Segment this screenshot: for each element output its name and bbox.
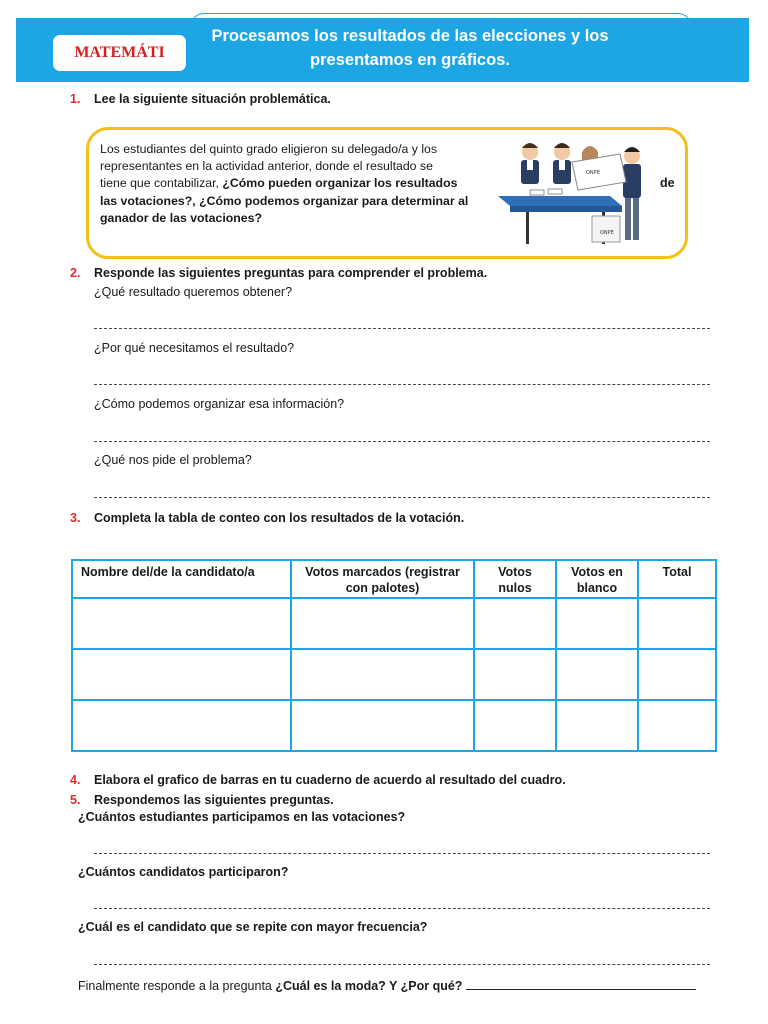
table-cell[interactable]	[556, 700, 638, 751]
final-answer-blank[interactable]	[466, 977, 696, 990]
final-question-prefix: Finalmente responde a la pregunta	[78, 979, 276, 993]
section-4-number: 4.	[70, 773, 81, 787]
question-2d: ¿Qué nos pide el problema?	[94, 453, 252, 467]
answer-line-2d[interactable]	[94, 497, 710, 498]
table-cell[interactable]	[638, 598, 716, 649]
page-title-line-2: presentamos en gráficos.	[310, 51, 510, 69]
question-2a: ¿Qué resultado queremos obtener?	[94, 285, 293, 299]
subject-badge: MATEMÁTI	[53, 35, 186, 71]
header-blank-votes: Votos en blanco	[556, 560, 638, 598]
table-cell[interactable]	[556, 649, 638, 700]
header-candidate-name: Nombre del/de la candidato/a	[72, 560, 291, 598]
table-cell[interactable]	[474, 649, 556, 700]
section-3-number: 3.	[70, 511, 81, 525]
ballot-label: ONPE	[586, 170, 600, 176]
table-cell[interactable]	[291, 649, 474, 700]
answer-line-2a[interactable]	[94, 328, 710, 329]
question-2c: ¿Cómo podemos organizar esa información?	[94, 397, 345, 411]
situation-line-3	[100, 175, 480, 192]
question-5c: ¿Cuál es el candidato que se repite con mayor frecuencia?	[78, 920, 428, 934]
table-cell[interactable]	[72, 700, 291, 751]
table-cell[interactable]	[291, 700, 474, 751]
table-cell[interactable]	[291, 598, 474, 649]
page-title	[200, 24, 620, 72]
table-row	[72, 598, 716, 649]
final-question-bold: ¿Cuál es la moda? Y ¿Por qué?	[275, 979, 463, 993]
table-cell[interactable]	[474, 700, 556, 751]
situation-line-4: las votaciones?, ¿Cómo podemos organizar para determinar al	[100, 193, 469, 208]
question-5a: ¿Cuántos estudiantes participamos en las votaciones?	[78, 810, 406, 824]
table-cell[interactable]	[638, 649, 716, 700]
situation-line-2: representantes en la actividad anterior, donde el resultado se	[100, 159, 433, 174]
header-marked-votes: Votos marcados (registrar con palotes)	[291, 560, 474, 598]
section-2-instruction: Responde las siguientes preguntas para comprender el problema.	[94, 266, 488, 280]
answer-line-2c[interactable]	[94, 441, 710, 442]
situation-line-1: Los estudiantes del quinto grado eligieron su delegado/a y los	[100, 142, 438, 156]
situation-text	[100, 141, 480, 227]
section-1-number: 1.	[70, 92, 81, 106]
header-null-votes: Votos nulos	[474, 560, 556, 598]
section-4-instruction: Elabora el grafico de barras en tu cuaderno de acuerdo al resultado del cuadro.	[94, 773, 566, 787]
section-3-heading	[70, 511, 464, 525]
final-question	[78, 977, 696, 993]
tally-table	[71, 559, 717, 752]
section-2-number: 2.	[70, 266, 81, 280]
situation-line-3-plain: tiene que contabilizar,	[100, 176, 223, 191]
answer-line-5b[interactable]	[94, 908, 710, 909]
section-2-heading	[70, 266, 487, 280]
table-cell[interactable]	[72, 649, 291, 700]
page-title-line-1: Procesamos los resultados de las elecciones y los	[211, 27, 609, 45]
table-cell[interactable]	[72, 598, 291, 649]
table-cell[interactable]	[638, 700, 716, 751]
section-5-number: 5.	[70, 793, 81, 807]
section-3-instruction: Completa la tabla de conteo con los resultados de la votación.	[94, 511, 465, 525]
situation-trailing-word: de	[660, 176, 675, 190]
situation-line-5: ganador de las votaciones?	[100, 210, 262, 225]
section-5-heading	[70, 793, 334, 807]
table-row	[72, 649, 716, 700]
section-1-heading	[70, 92, 331, 106]
section-1-instruction: Lee la siguiente situación problemática.	[94, 92, 331, 106]
header-total: Total	[638, 560, 716, 598]
question-5b: ¿Cuántos candidatos participaron?	[78, 865, 289, 879]
tally-header-row	[72, 560, 716, 598]
ballot-box-label: ONPE	[600, 230, 614, 236]
question-2b: ¿Por qué necesitamos el resultado?	[94, 341, 295, 355]
table-row	[72, 700, 716, 751]
voting-students-illustration	[490, 134, 650, 248]
table-cell[interactable]	[556, 598, 638, 649]
section-4-heading	[70, 773, 566, 787]
answer-line-2b[interactable]	[94, 384, 710, 385]
section-5-instruction: Respondemos las siguientes preguntas.	[94, 793, 334, 807]
answer-line-5c[interactable]	[94, 964, 710, 965]
answer-line-5a[interactable]	[94, 853, 710, 854]
table-cell[interactable]	[474, 598, 556, 649]
situation-line-3-bold: ¿Cómo pueden organizar los resultados	[222, 176, 458, 191]
